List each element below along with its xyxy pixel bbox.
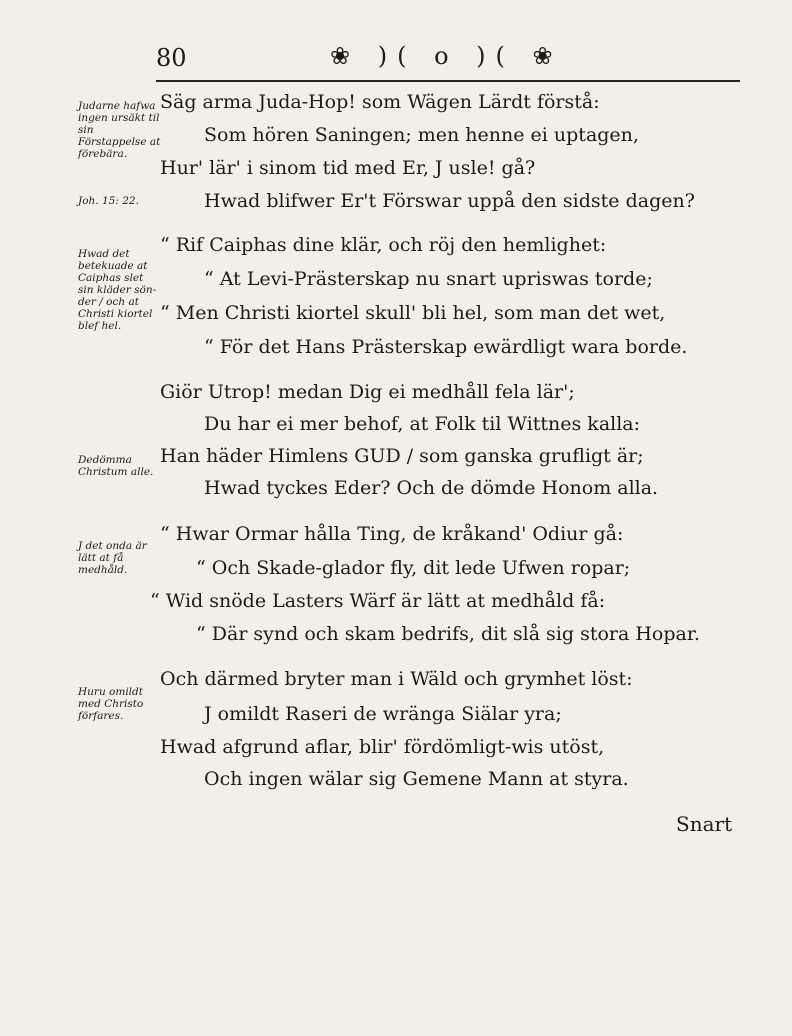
verse-line: “ Wid snöde Lasters Wärf är lätt at medhåld få: [150,590,606,612]
verse-line: Och ingen wälar sig Gemene Mann at styra. [204,768,629,790]
verse-line: “ Där synd och skam bedrifs, dit slå sig stora Hopar. [196,623,700,645]
side-note-2: Hwad det betekuade at Caiphas slet sin kläder sön-der / och at Christi kiortel blef hel. [78,248,157,332]
verse-line: Hwad tyckes Eder? Och de dömde Honom alla. [204,477,659,499]
verse-line: “ At Levi-Prästerskap nu snart upriswas torde; [204,268,653,290]
verse-line: Han häder Himlens GUD / som ganska grufligt är; [160,445,644,467]
verse-line: Och därmed bryter man i Wäld och grymhet löst: [160,668,633,690]
verse-line: Du har ei mer behof, at Folk til Wittnes kalla: [204,413,641,435]
side-reference-1: Joh. 15: 22. [78,195,139,207]
header-ornament: ❀ )( o )( ❀ [330,42,563,70]
verse-line: “ Hwar Ormar hålla Ting, de kråkand' Odiur gå: [160,523,624,545]
side-note-5: Huru omildt med Christo förfares. [78,686,144,722]
verse-line: “ Och Skade-glador fly, dit lede Ufwen ropar; [196,557,631,579]
header-rule [156,80,740,82]
side-note-3: Dedömma Christum alle. [78,454,154,478]
verse-line: “ För det Hans Prästerskap ewärdligt wara borde. [204,336,688,358]
page-number: 80 [156,44,187,72]
verse-line: Hur' lär' i sinom tid med Er, J usle! gå? [160,157,536,179]
verse-line: Hwad blifwer Er't Förswar uppå den sidste dagen? [204,190,695,212]
verse-line: Säg arma Juda-Hop! som Wägen Lärdt förstå: [160,91,600,113]
verse-line: Giör Utrop! medan Dig ei medhåll fela lär'; [160,381,575,403]
verse-line: Som hören Saningen; men henne ei uptagen, [204,124,639,146]
verse-line: Hwad afgrund aflar, blir' fördömligt-wis utöst, [160,736,605,758]
catchword: Snart [676,812,733,836]
verse-line: “ Men Christi kiortel skull' bli hel, som man det wet, [160,302,666,324]
side-note-1: Judarne hafwa ingen ursäkt til sin Förstappelse at förebära. [78,100,161,160]
verse-line: “ Rif Caiphas dine klär, och röj den hemlighet: [160,234,607,256]
verse-line: J omildt Raseri de wränga Siälar yra; [204,703,562,725]
side-note-4: J det onda är lätt at få medhåld. [78,540,147,576]
